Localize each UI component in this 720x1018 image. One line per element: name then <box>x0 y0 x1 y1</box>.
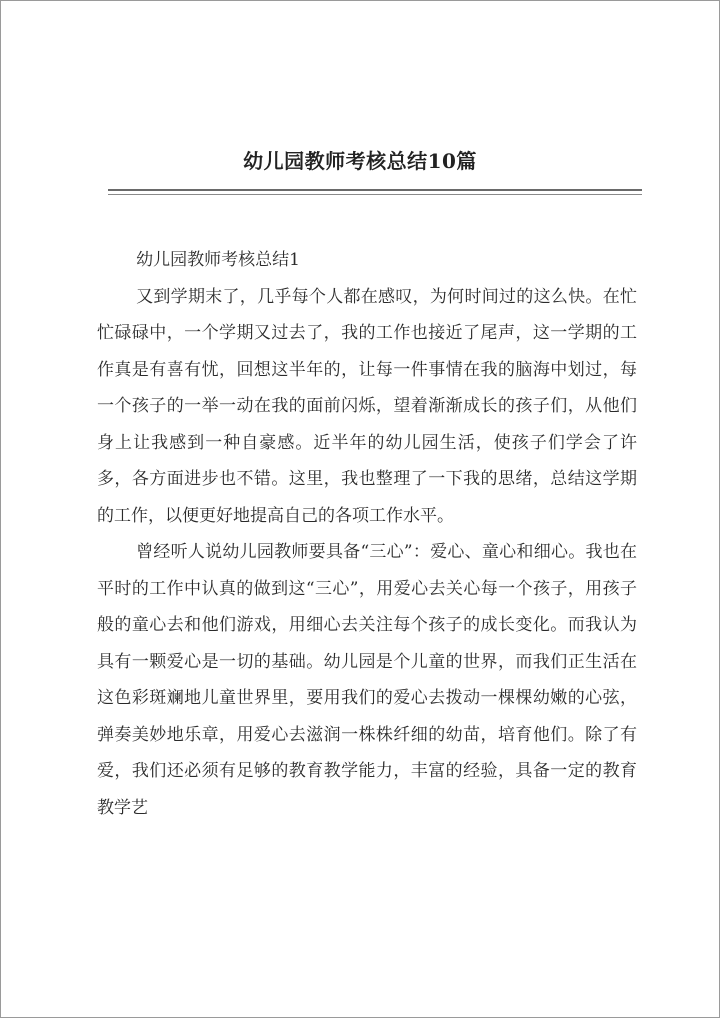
title-divider-thin <box>108 194 642 195</box>
section-heading: 幼儿园教师考核总结1 <box>136 250 300 270</box>
document-body <box>97 242 637 826</box>
paragraph-2: 曾经听人说幼儿园教师要具备“三心”：爱心、童心和细心。我也在平时的工作中认真的做到这“三心”，用爱心去关心每一个孩子，用孩子般的童心去和他们游戏，用细心去关注每个孩子的成长变化。而我认为具有一颗爱心是一切的基础。幼儿园是个儿童的世界，而我们正生活在这色彩斑斓地儿童世界里，要用我们的爱心去拨动一棵棵幼嫩的心弦，弹奏美妙地乐章，用爱心去滋润一株株纤细的幼苗，培育他们。除了有爱，我们还必须有足够的教育教学能力，丰富的经验，具备一定的教育教学艺 <box>97 542 637 818</box>
document-title: 幼儿园教师考核总结10篇 <box>243 149 477 173</box>
title-divider-thick <box>108 189 642 191</box>
paragraph-1: 又到学期末了，几乎每个人都在感叹，为何时间过的这么快。在忙忙碌碌中，一个学期又过去了，我的工作也接近了尾声，这一学期的工作真是有喜有忧，回想这半年的，让每一件事情在我的脑海中划过，每一个孩子的一举一动在我的面前闪烁，望着渐渐成长的孩子们，从他们身上让我感到一种自豪感。近半年的幼儿园生活，使孩子们学会了许多，各方面进步也不错。这里，我也整理了一下我的思绪，总结这学期的工作，以便更好地提高自己的各项工作水平。 <box>97 286 637 526</box>
